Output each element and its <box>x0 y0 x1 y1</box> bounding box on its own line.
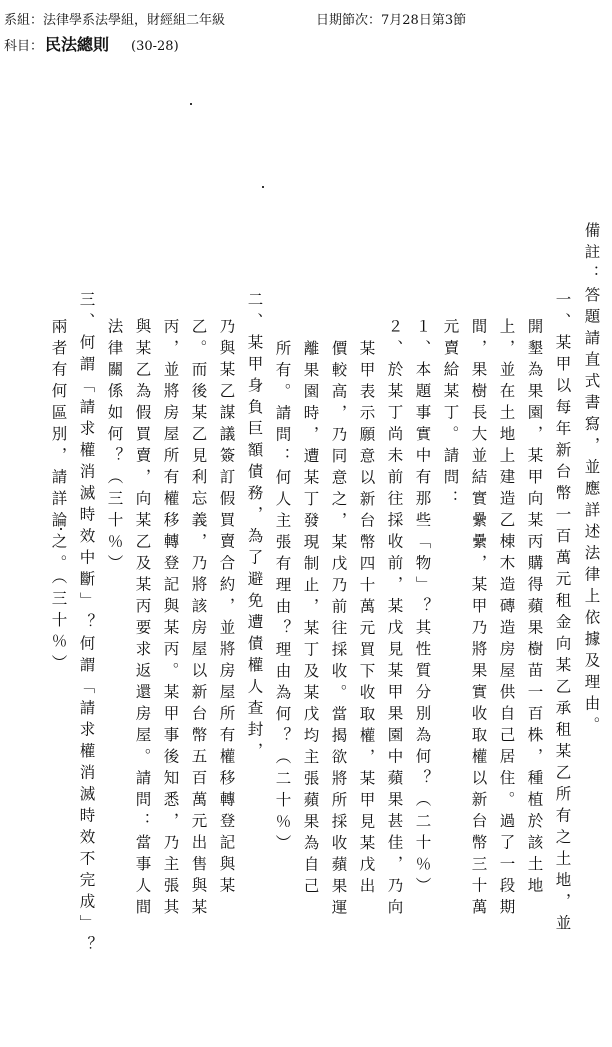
question-1-column: 上，並在土地上建造乙棟木造磚造房屋供自己居住。過了一段期 <box>497 318 516 920</box>
subject-code: (30-28) <box>131 39 179 54</box>
subject-name: 民法總則 <box>45 35 110 54</box>
department-line: 系組：法律學系法學組，財經組二年級 <box>4 13 226 28</box>
question-1-subquestion-2: ２、於某丁尚未前往採收前，某戊見某甲果園中蘋果甚佳，乃向 <box>385 318 404 920</box>
scan-speck <box>262 186 264 188</box>
question-1-subquestion-2: 離果園時，遭某丁發現制止，某丁及某戊均主張蘋果為自己 <box>301 340 320 899</box>
question-1-column: 一、某甲以每年新台幣一百萬元租金向某乙承租某乙所有之土地，並 <box>553 291 572 936</box>
note-column: 備註：答題請直式書寫，並應詳述法律上依據及理由。 <box>582 222 601 738</box>
schedule-line: 日期節次：7月28日第3節 <box>316 13 467 28</box>
question-2-column: 乙。而後某乙見利忘義，乃將該房屋以新台幣五百萬元出售與某 <box>189 318 208 920</box>
question-3-column: 兩者有何區別，請詳論之。（三十％） <box>49 318 68 676</box>
question-1-subquestion-2: 某甲表示願意以新台幣四十萬元買下收取權，某甲見某戊出 <box>357 340 376 899</box>
question-1-column: 開墾為果園，某甲向某丙購得蘋果樹苗一百株，種植於該土地 <box>525 318 544 899</box>
question-1-subquestion-2: 價較高，乃同意之，某戊乃前往採收。當揭欲將所採收蘋果運 <box>329 340 348 921</box>
scan-speck <box>190 103 192 105</box>
question-2-column: 法律關係如何？（三十％） <box>105 318 124 576</box>
subject-line <box>4 32 179 55</box>
question-2-column: 與某乙為假買賣，向某乙及某丙要求返還房屋。請問：當事人間 <box>133 318 152 920</box>
question-3-column: 三、何謂「請求權消滅時效中斷」？何謂「請求權消滅時效不完成」？ <box>77 291 96 958</box>
question-1-subquestion-2: 所有。請問：何人主張有理由？理由為何？（二十％） <box>273 340 292 856</box>
question-2-column: 乃與某乙謀議簽訂假買賣合約，並將房屋所有權移轉登記與某 <box>217 318 236 899</box>
question-1-column: 元賣給某丁。請問： <box>441 318 460 512</box>
subject-label: 科目： <box>4 39 44 54</box>
question-2-column: 二、某甲身負巨額債務，為了避免遭債權人查封， <box>245 291 264 764</box>
question-2-column: 丙，並將房屋所有權移轉登記與某丙。某甲事後知悉，乃主張其 <box>161 318 180 920</box>
question-1-subquestion-1: １、本題事實中有那些「物」？其性質分別為何？（二十％） <box>413 318 432 899</box>
question-1-column: 間，果樹長大並結實纍纍，某甲乃將果實收取權以新台幣三十萬 <box>469 318 488 920</box>
